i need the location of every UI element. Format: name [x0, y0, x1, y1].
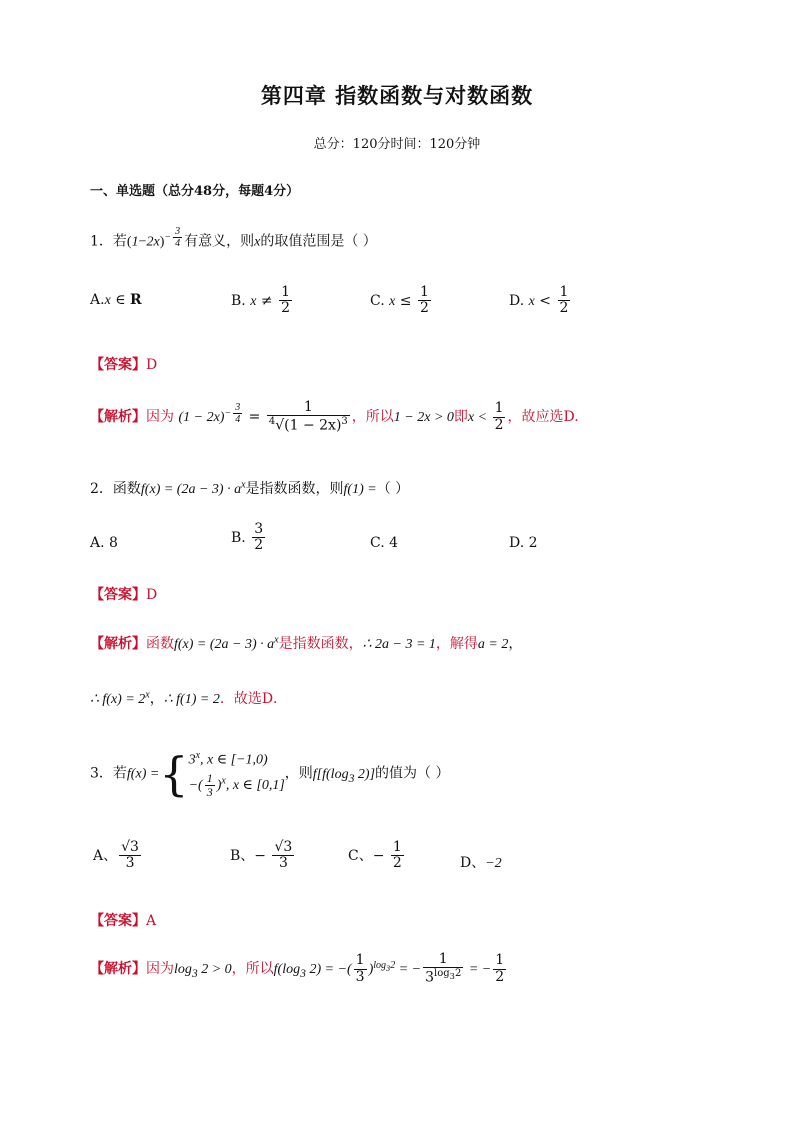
q2-analysis-line2: ∴ $f(x) = 2^x$，∴ f(1) = 2．故选D．	[90, 689, 288, 707]
q1-option-b: B. x ≠ $\frac{1}{2}$	[231, 284, 290, 317]
q3-option-a: A、 $\frac{√3}{3}$	[93, 839, 139, 872]
q3-option-b: B、− $\frac{√3}{3}$	[230, 839, 293, 872]
q3-option-c: C、− $\frac{1}{2}$	[348, 839, 402, 872]
q1-option-a: A.x ∈ R	[90, 292, 142, 308]
q2-answer: 【答案】D	[90, 587, 158, 603]
question-1: 1．若$(1-2x)^{- \frac{3}{4}}$ 有意义，则x的取值范围是（ ）	[90, 226, 377, 250]
q2-option-b: B. $\frac{3}{2}$	[231, 521, 264, 554]
q1-option-c: C. x ≤ $\frac{1}{2}$	[370, 284, 429, 317]
q2-option-d: D. 2	[509, 535, 538, 551]
page-subtitle: 总分：120分时间：120分钟	[313, 137, 481, 152]
page-title: 第四章 指数函数与对数函数	[260, 83, 534, 108]
q1-option-d: D. x < $\frac{1}{2}$	[509, 284, 569, 317]
q2-option-a: A. 8	[90, 535, 118, 551]
q2-option-c: C. 4	[370, 535, 399, 551]
question-3: 3．若f(x) ={ 3$^x$, x ∈ [−1,0) −( $\frac{1}{3}$ )$^x$, x ∈ [0,1] ，则$f[f(\log_3$ 2)]的值为（ ）	[90, 746, 450, 801]
q2-analysis: 【解析】函数$f(x) = (2a - 3) \cdot a^x$是指数函数，∴ 2a − 3 = 1，解得a = 2，	[90, 634, 523, 652]
q3-answer: 【答案】A	[90, 913, 157, 929]
question-2: 2．函数$f(x) = (2a - 3) \cdot a^x$是指数函数，则f(1) =（ ）	[90, 479, 410, 497]
q3-analysis: 【解析】因为$\log_3 2 > 0$，所以$f(\log_3$ 2) = −( $\frac{1}{3}$ )$^{log_32}$ = − $\frac{1}{3^{log_32}}$ = − $\frac{1}{2}$	[90, 951, 505, 987]
section-heading: 一、单选题（总分48分，每题4分）	[90, 184, 300, 199]
q1-analysis: 【解析】因为 $(1 - 2x)^{- \frac{3}{4}}$ = $\frac{1}{^4√(1 - 2x)^3}$ ，所以1 − 2x > 0即x < $\frac{1}{2}$ ，故应选D.	[90, 399, 579, 435]
q3-option-d: D、−2	[460, 855, 502, 871]
q1-answer: 【答案】D	[90, 357, 158, 373]
